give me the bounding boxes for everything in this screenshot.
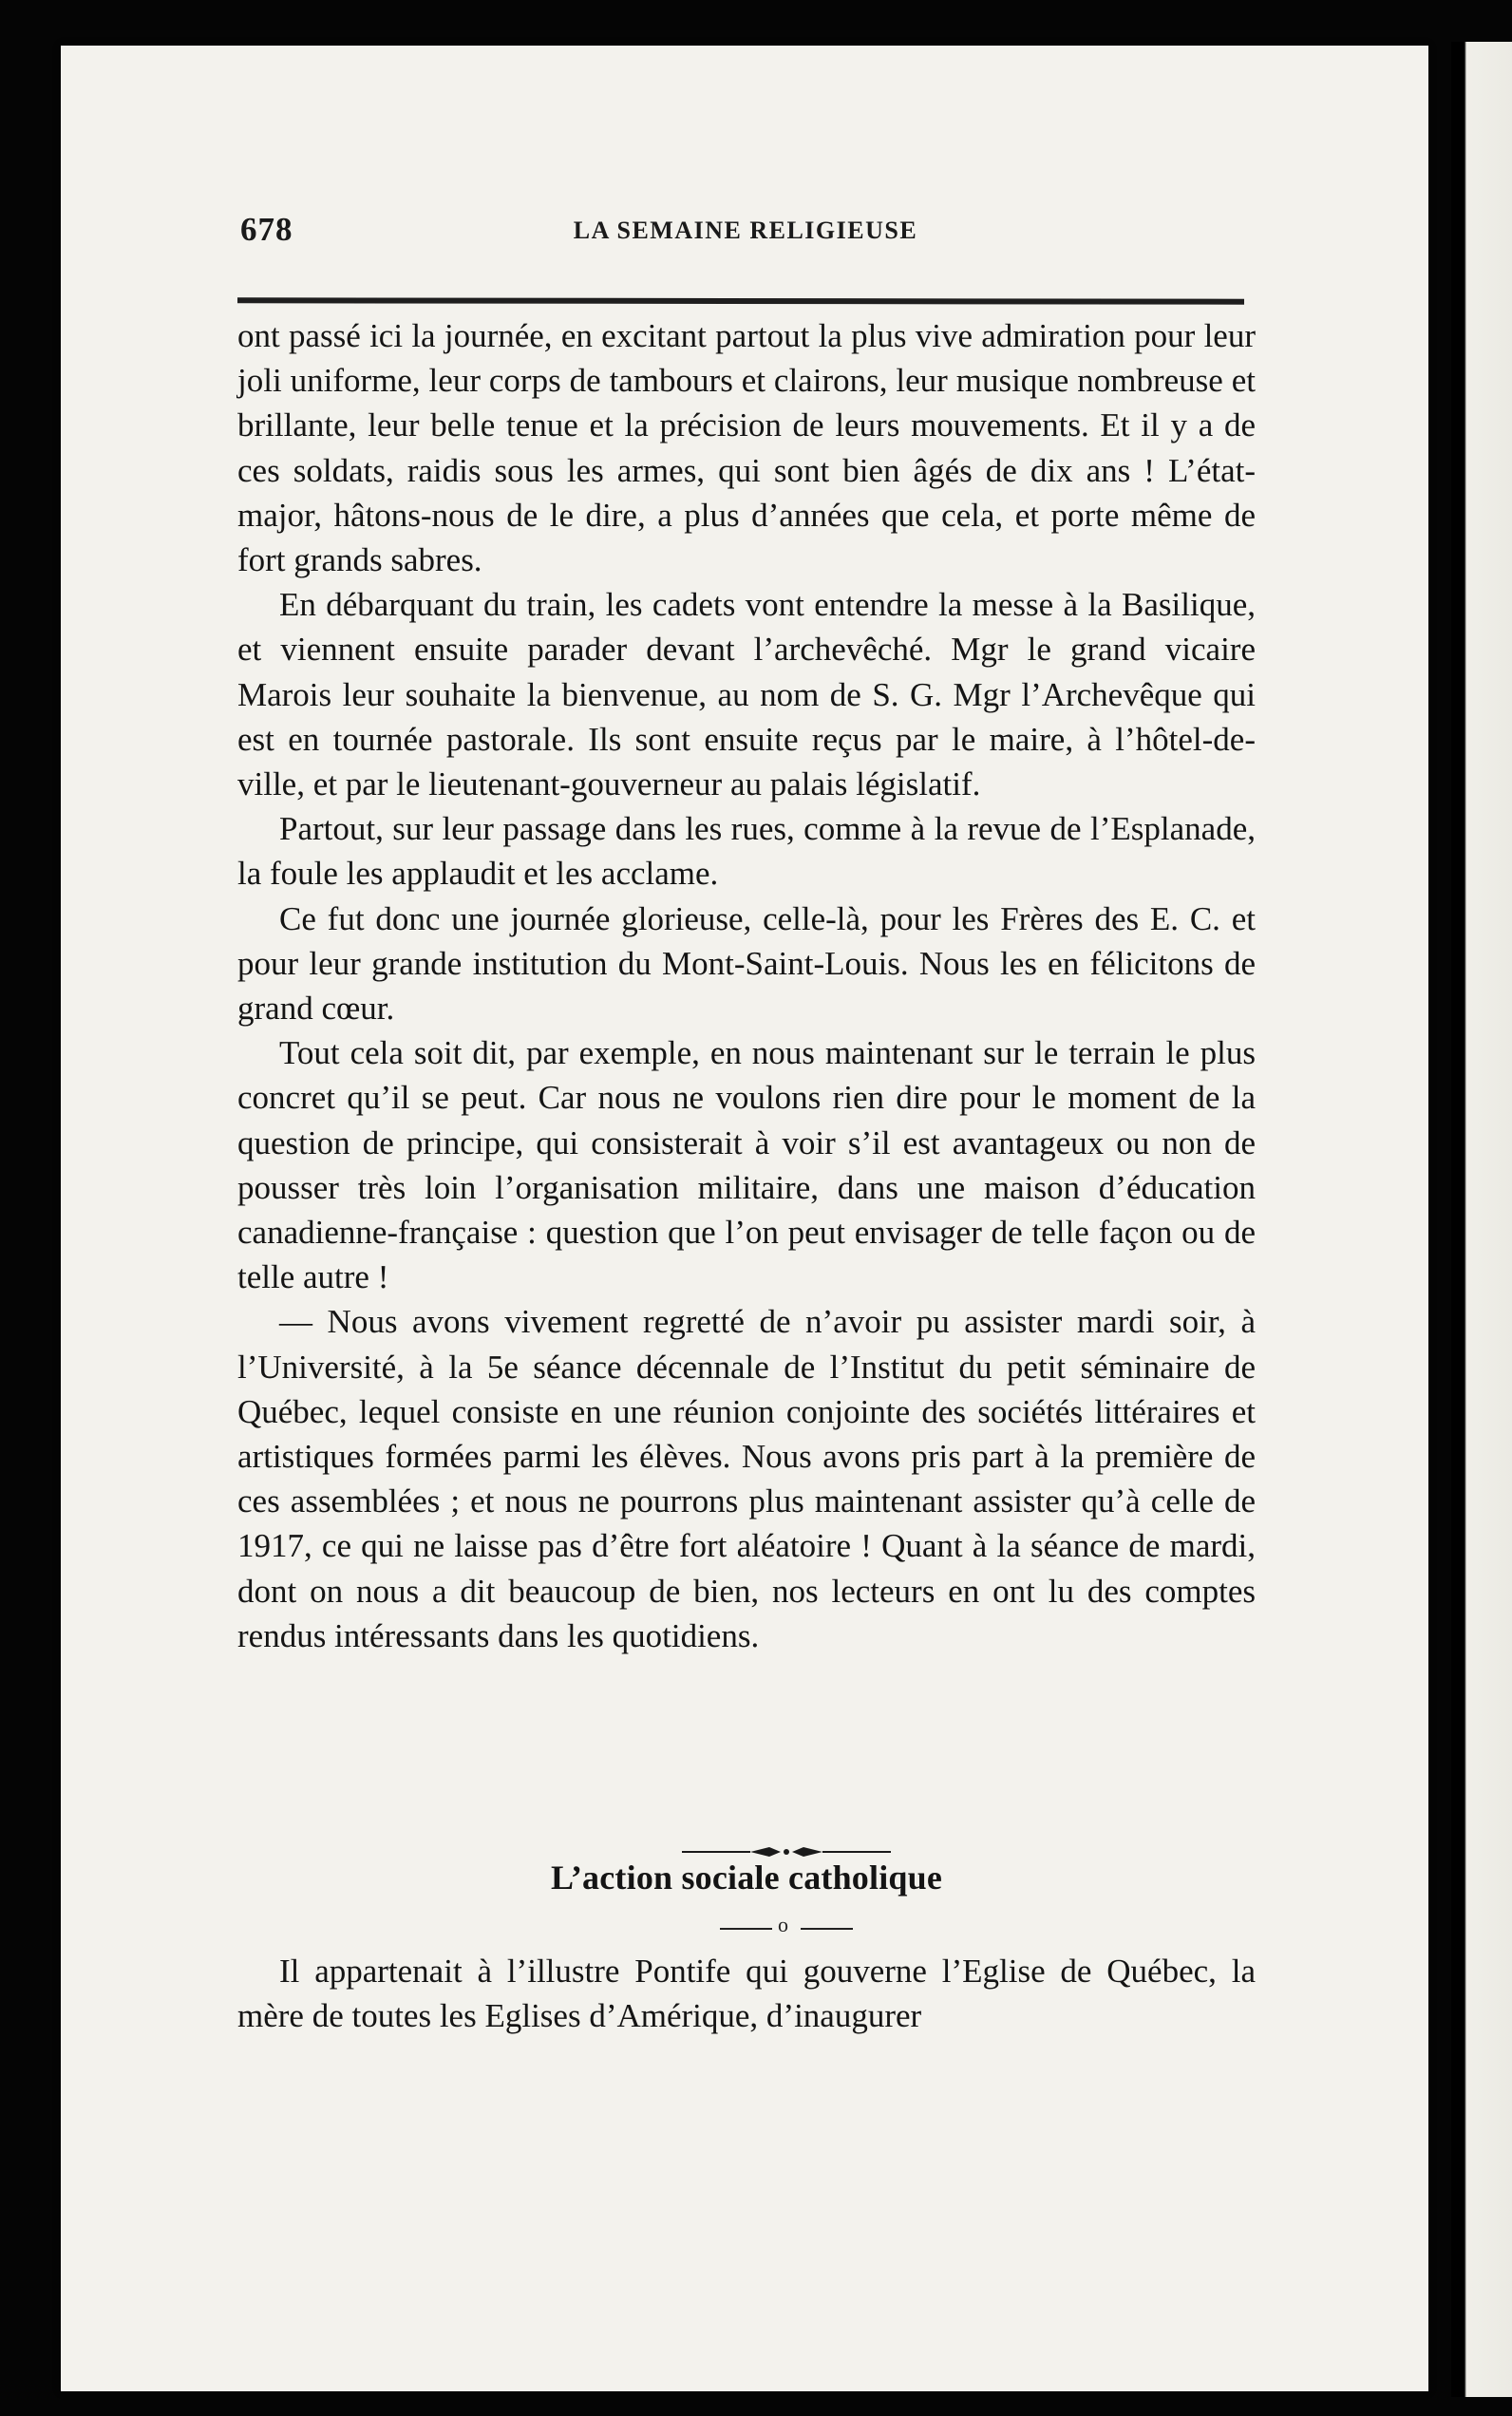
running-head: LA SEMAINE RELIGIEUSE (573, 217, 918, 244)
divider-mark: o (778, 1913, 788, 1936)
page-header (237, 211, 1254, 249)
section-divider (720, 1913, 853, 1941)
paragraph: Tout cela soit dit, par exemple, en nous maintenant sur le terrain le plus concret qu’il se peut. Car nous ne voulons rien dire pour le moment de la question de principe, qui consisterait à voir s’il est avantageux ou non de pousser très loin l’organisation militaire, dans une maison d’éducation canadienne-française : question que l’on peut envisager de telle façon ou de telle autre ! (237, 1034, 1256, 1296)
section-heading: L’action sociale catholique (550, 1859, 943, 1897)
paragraph: ont passé ici la journée, en excitant partout la plus vive admiration pour leur joli uniforme, leur corps de tambours et clairons, leur musique nombreuse et brillante, leur belle tenue et la précision de leurs mouvements. Et il y a de ces soldats, raidis sous les armes, qui sont bien âgés de dix ans ! L’état-major, hâtons-nous de le dire, a plus d’années que cela, et porte même de fort grands sabres. (237, 317, 1256, 579)
divider-line (720, 1928, 772, 1930)
paragraph: Partout, sur leur passage dans les rues, comme à la revue de l’Esplanade, la foule les applaudit et les acclame. (237, 810, 1256, 893)
paragraph: Il appartenait à l’illustre Pontife qui gouverne l’Eglise de Québec, la mère de toutes les Eglises d’Amérique, d’inaugurer (237, 1953, 1256, 2035)
section-body (237, 1949, 1256, 2038)
next-page-edge (1451, 42, 1512, 2397)
paragraph: Ce fut donc une journée glorieuse, celle-là, pour les Frères des E. C. et pour leur grande institution du Mont-Saint-Louis. Nous les en félicitons de grand cœur. (237, 899, 1256, 1028)
article-body (237, 313, 1256, 1658)
page-number: 678 (240, 211, 293, 248)
paragraph: En débarquant du train, les cadets vont entendre la messe à la Basilique, et viennent ensuite parader devant l’archevêché. Mgr le grand vicaire Marois leur souhaite la bienvenue, au nom de S. G. Mgr l’Archevêque qui est en tournée pastorale. Ils sont ensuite reçus par le maire, à l’hôtel-de-ville, et par le lieutenant-gouverneur au palais législatif. (237, 586, 1256, 803)
divider-line (801, 1928, 853, 1930)
paragraph: — Nous avons vivement regretté de n’avoir pu assister mardi soir, à l’Université, à la 5e séance décennale de l’Institut du petit séminaire de Québec, lequel consiste en une réunion conjointe des sociétés littéraires et artistiques formées parmi les élèves. Nous avons pris part à la première de ces assemblées ; et nous ne pourrons plus maintenant assister qu’à celle de 1917, ce qui ne laisse pas d’être fort aléatoire ! Quant à la séance de mardi, dont on nous a dit beaucoup de bien, nos lecteurs en ont lu des comptes rendus intéressants dans les quotidiens. (237, 1303, 1256, 1654)
